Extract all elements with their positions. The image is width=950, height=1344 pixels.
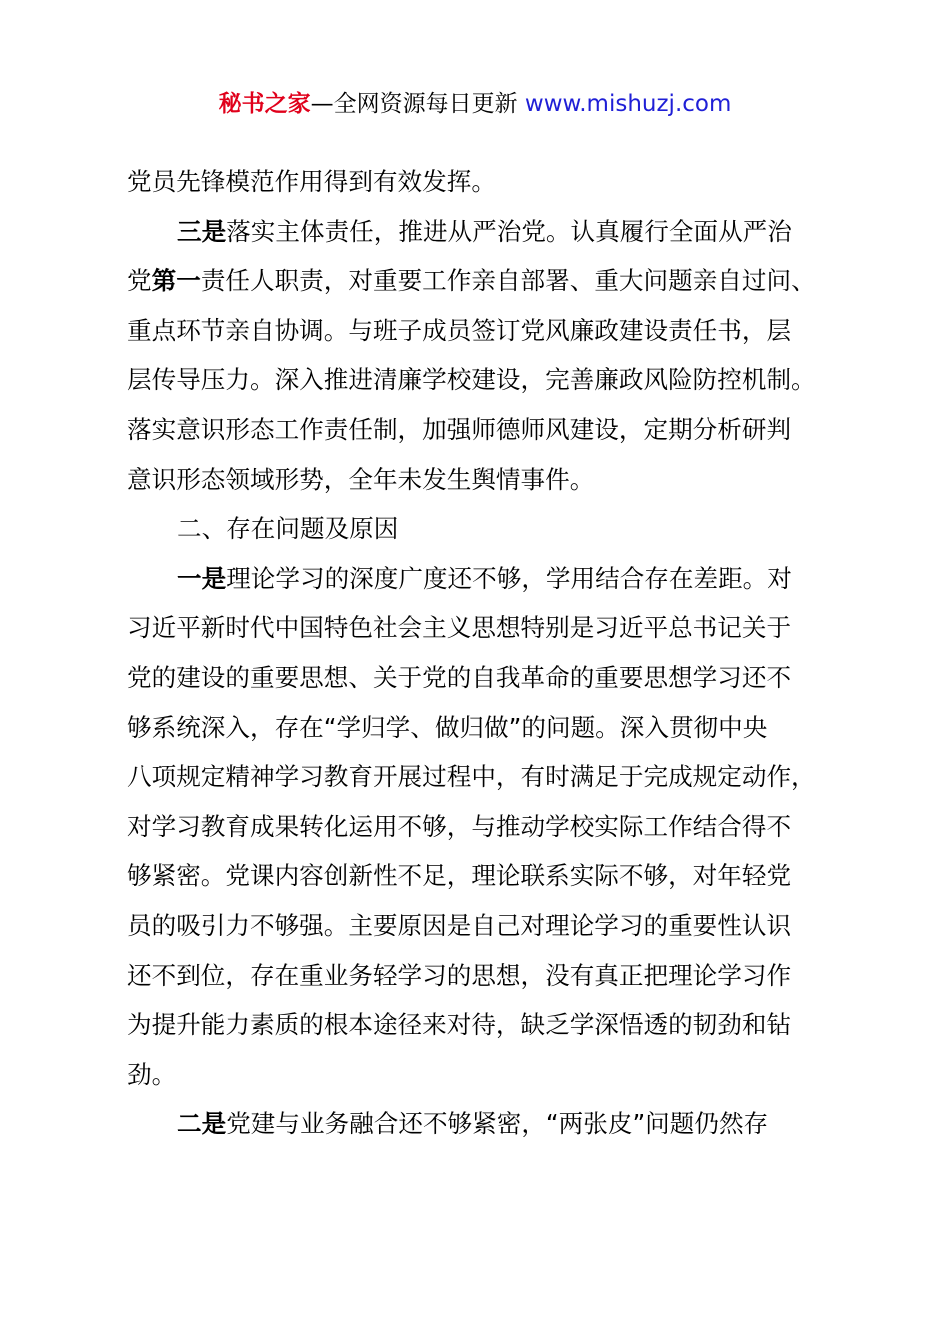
line-text: 理论学习的深度广度还不够，学用结合存在差距。对 [226, 563, 792, 593]
document-body [127, 157, 833, 1149]
page-header [0, 86, 950, 122]
paragraph-line: 够紧密。党课内容创新性不足，理论联系实际不够，对年轻党 [127, 861, 792, 891]
paragraph-line: 还不到位，存在重业务轻学习的思想，没有真正把理论学习作 [127, 960, 792, 990]
paragraph-line: 习近平新时代中国特色社会主义思想特别是习近平总书记关于 [127, 613, 792, 643]
bold-lead: 三是 [177, 216, 227, 246]
bold-lead: 一是 [177, 563, 227, 593]
section-heading: 二、存在问题及原因 [177, 514, 399, 544]
paragraph-line [127, 256, 833, 306]
line-text: 责任人职责，对重要工作亲自部署、重大问题亲自过问、 [200, 266, 816, 296]
paragraph-line [127, 1099, 833, 1149]
paragraph-line: 党员先锋模范作用得到有效发挥。 [127, 167, 496, 196]
paragraph-line: 党的建设的重要思想、关于党的自我革命的重要思想学习还不 [127, 662, 792, 692]
header-tagline: —全网资源每日更新 [310, 91, 525, 117]
paragraph-line: 八项规定精神学习教育开展过程中，有时满足于完成规定动作， [127, 762, 816, 792]
brand-name: 秘书之家 [218, 91, 311, 117]
line-text: 党建与业务融合还不够紧密，“两张皮”问题仍然存 [226, 1109, 769, 1139]
bold-lead: 二是 [177, 1109, 227, 1139]
paragraph-line: 层传导压力。深入推进清廉学校建设，完善廉政风险防控机制。 [127, 365, 816, 395]
paragraph-line [127, 554, 833, 604]
paragraph-line: 落实意识形态工作责任制，加强师德师风建设，定期分析研判 [127, 414, 792, 444]
paragraph-line: 为提升能力素质的根本途径来对待，缺乏学深悟透的韧劲和钻 [127, 1010, 792, 1040]
site-url-link[interactable]: www.mishuzj.com [524, 91, 732, 117]
paragraph-line: 劲。 [127, 1059, 177, 1089]
paragraph-line: 重点环节亲自协调。与班子成员签订党风廉政建设责任书，层 [127, 315, 792, 345]
paragraph-line: 对学习教育成果转化运用不够，与推动学校实际工作结合得不 [127, 811, 792, 841]
bold-term: 第一 [151, 266, 201, 296]
paragraph-line: 意识形态领域形势，全年未发生舆情事件。 [127, 464, 595, 494]
paragraph-line: 够系统深入，存在“学归学、做归做”的问题。深入贯彻中央 [127, 712, 768, 742]
paragraph-line: 员的吸引力不够强。主要原因是自己对理论学习的重要性认识 [127, 910, 792, 940]
paragraph-line [127, 207, 833, 257]
line-text: 落实主体责任，推进从严治党。认真履行全面从严治 [226, 216, 792, 246]
line-text: 党 [127, 266, 152, 296]
